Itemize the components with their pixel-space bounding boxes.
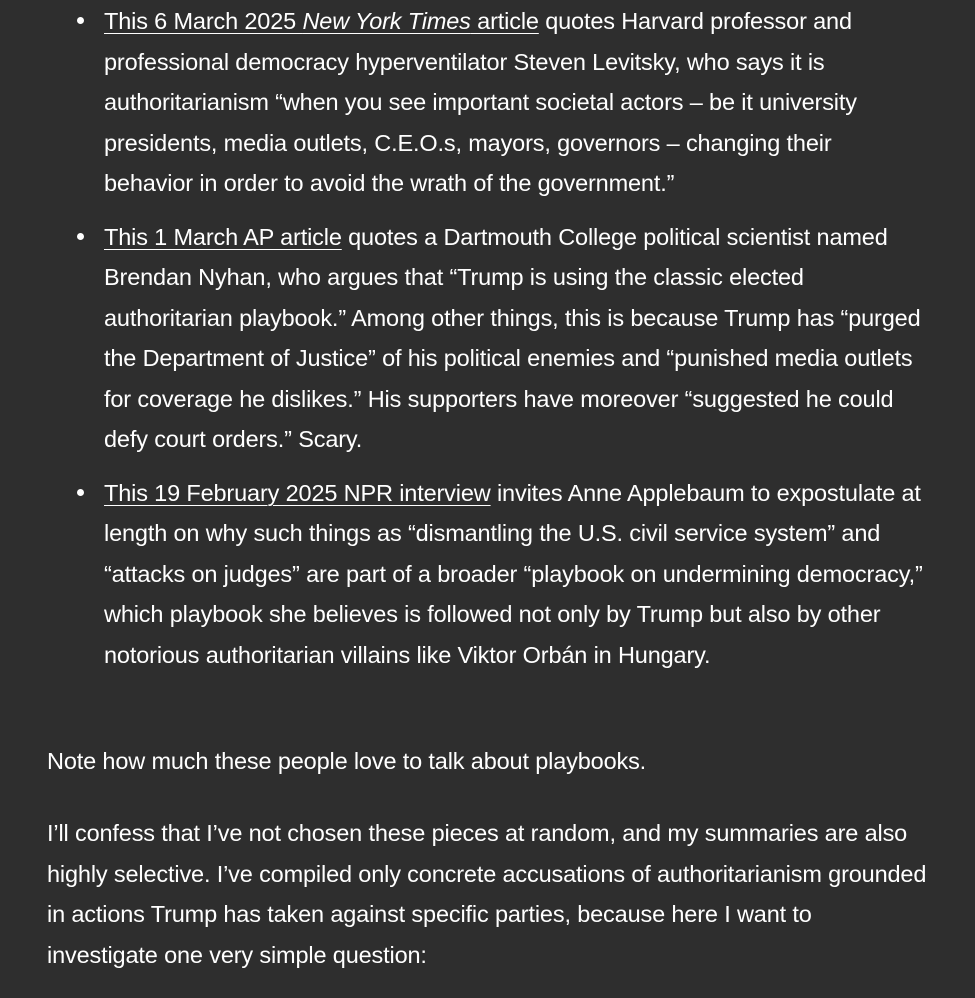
list-item [104, 217, 924, 460]
list-item-text: quotes a Dartmouth College political scientist named Brendan Nyhan, who argues that “Trump is using the classic elected authoritarian playbook.” Among other things, this is because Trump has “purged the Department of Justice” of his political enemies and “punished media outlets for coverage he dislikes.” His supporters have moreover “suggested he could defy court orders.” Scary. [104, 223, 921, 452]
list-item [104, 1, 924, 204]
nyt-article-link[interactable] [104, 8, 539, 34]
publication-name: New York Times [302, 8, 471, 34]
link-text: This 6 March 2025 [104, 8, 303, 34]
ap-article-link[interactable]: This 1 March AP article [104, 223, 342, 250]
npr-interview-link[interactable]: This 19 February 2025 NPR interview [104, 479, 491, 506]
list-item-text: invites Anne Applebaum to expostulate at length on why such things as “dismantling the U.S. civil service system” and “attacks on judges” are part of a broader “playbook on undermining democracy,” which playbook she believes is followed not only by Trump but also by other notorious authoritarian villains like Viktor Orbán in Hungary. [104, 479, 923, 668]
list-item-text: quotes Harvard professor and professional democracy hyperventilator Steven Levitsky, who says it is authoritarianism “when you see important societal actors – be it university presidents, media outlets, C.E.O.s, mayors, governors – changing their behavior in order to avoid the wrath of the government.” [104, 8, 857, 196]
link-text: article [470, 8, 539, 34]
list-item [104, 473, 924, 676]
source-list [104, 1, 924, 688]
bullet-icon [77, 233, 84, 240]
paragraph: I’ll confess that I’ve not chosen these pieces at random, and my summaries are also highly selective. I’ve compiled only concrete accusations of authoritarianism grounded in actions Trump has taken against specific parties, because here I want to investigate one very simple question: [47, 820, 927, 968]
bullet-icon [77, 489, 84, 496]
bullet-icon [77, 17, 84, 24]
paragraph: Note how much these people love to talk about playbooks. [47, 748, 647, 774]
